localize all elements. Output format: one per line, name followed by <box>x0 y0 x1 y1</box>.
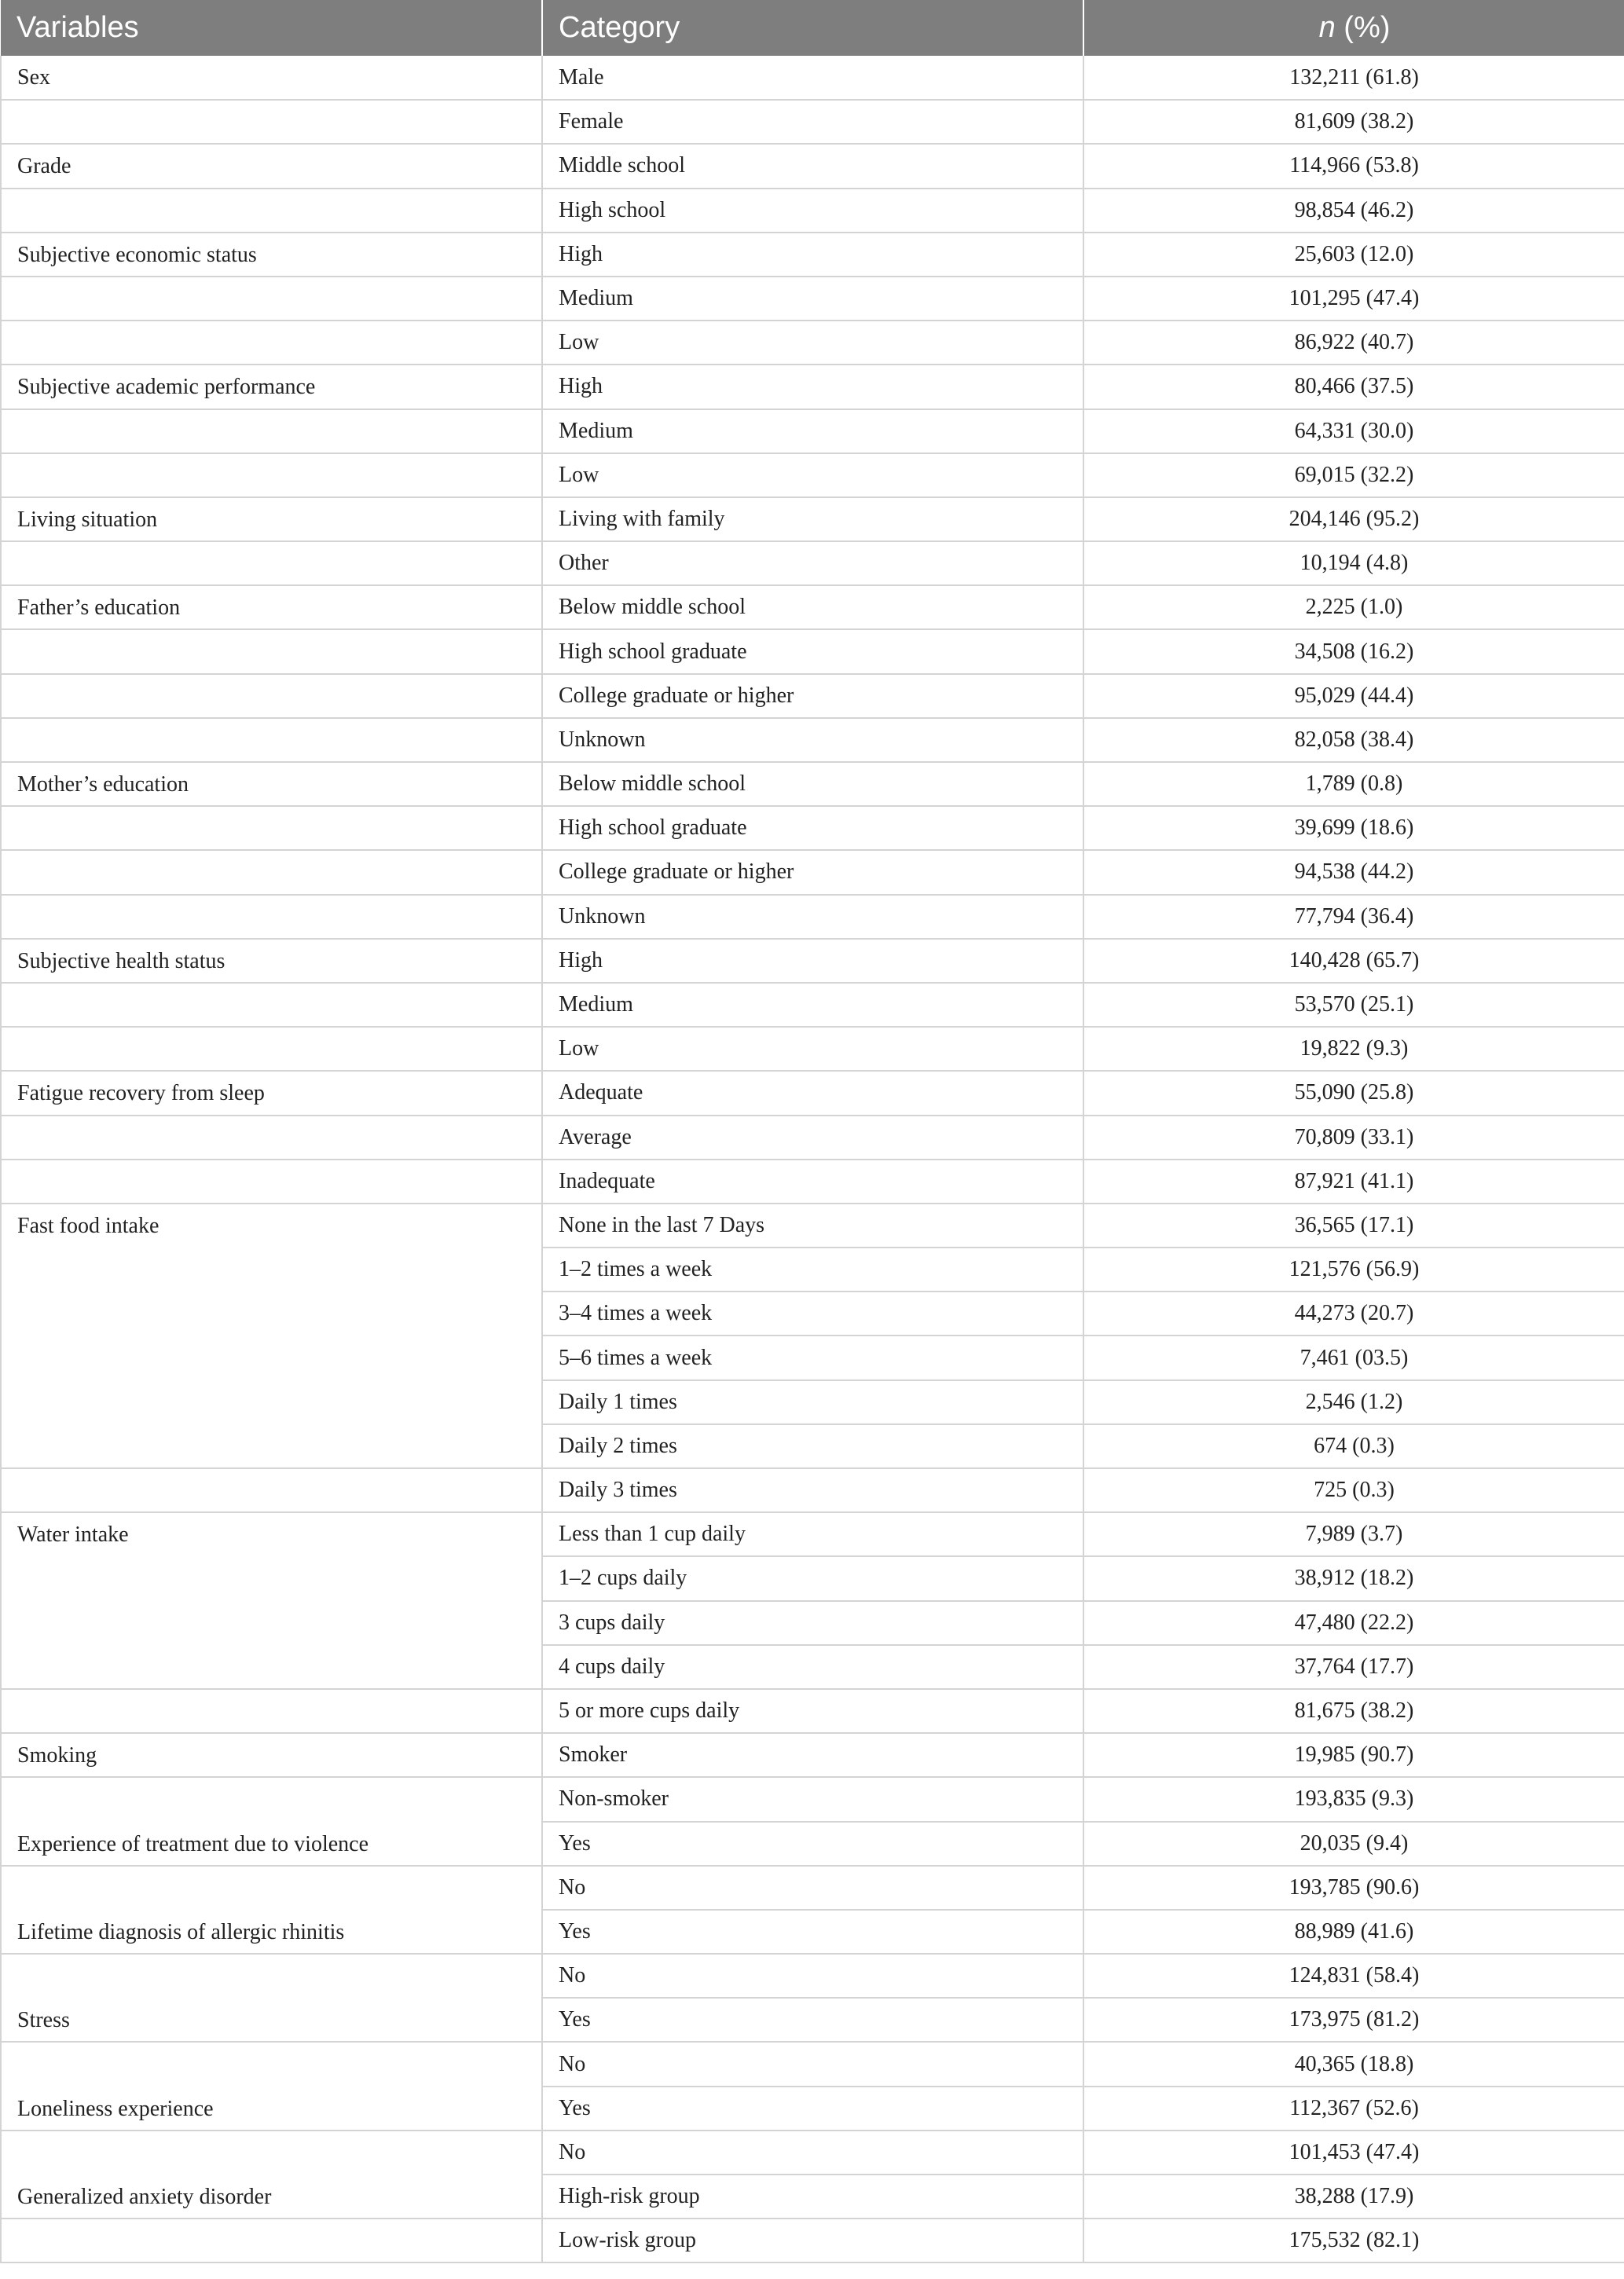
category-cell: Medium <box>542 277 1083 321</box>
n-percent-cell: 81,609 (38.2) <box>1083 100 1624 144</box>
table-row <box>1 497 1624 541</box>
table-row <box>1 939 1624 983</box>
n-percent-cell: 124,831 (58.4) <box>1083 1954 1624 1998</box>
category-cell: Living with family <box>542 497 1083 541</box>
category-cell: High school <box>542 189 1083 233</box>
category-cell: Yes <box>542 1822 1083 1866</box>
variable-cell: Subjective health status <box>1 939 542 983</box>
table-row <box>1 674 1624 718</box>
category-cell: Inadequate <box>542 1160 1083 1204</box>
table-row <box>1 1556 1624 1600</box>
category-cell: 4 cups daily <box>542 1645 1083 1689</box>
table-row <box>1 541 1624 585</box>
category-cell: High <box>542 365 1083 409</box>
n-percent-cell: 88,989 (41.6) <box>1083 1910 1624 1954</box>
category-cell: 5 or more cups daily <box>542 1689 1083 1733</box>
category-cell: Daily 1 times <box>542 1380 1083 1424</box>
n-percent-cell: 2,546 (1.2) <box>1083 1380 1624 1424</box>
n-percent-cell: 101,453 (47.4) <box>1083 2131 1624 2175</box>
variable-cell-empty <box>1 1248 542 1292</box>
variable-cell: Generalized anxiety disorder <box>1 2175 542 2219</box>
variable-cell-empty <box>1 806 542 850</box>
n-percent-cell: 725 (0.3) <box>1083 1468 1624 1512</box>
category-cell: Daily 2 times <box>542 1424 1083 1468</box>
variable-cell: Loneliness experience <box>1 2087 542 2131</box>
n-percent-cell: 101,295 (47.4) <box>1083 277 1624 321</box>
table-row <box>1 144 1624 188</box>
variable-cell-empty <box>1 1336 542 1379</box>
variable-cell: Mother’s education <box>1 762 542 806</box>
n-percent-cell: 77,794 (36.4) <box>1083 895 1624 939</box>
table-row <box>1 1160 1624 1204</box>
variable-cell: Smoking <box>1 1733 542 1777</box>
category-cell: No <box>542 1866 1083 1910</box>
n-percent-cell: 98,854 (46.2) <box>1083 189 1624 233</box>
category-cell: High-risk group <box>542 2175 1083 2219</box>
category-cell: Adequate <box>542 1071 1083 1115</box>
n-percent-cell: 193,835 (9.3) <box>1083 1777 1624 1821</box>
variable-cell: Experience of treatment due to violence <box>1 1822 542 1866</box>
variable-cell-empty <box>1 2042 542 2086</box>
variable-cell-empty <box>1 850 542 894</box>
table-row <box>1 189 1624 233</box>
variable-cell-empty <box>1 453 542 497</box>
table-row <box>1 1204 1624 1248</box>
category-cell: No <box>542 1954 1083 1998</box>
variable-cell: Stress <box>1 1998 542 2042</box>
header-n-symbol: n <box>1318 11 1336 44</box>
category-cell: 3 cups daily <box>542 1601 1083 1645</box>
category-cell: 1–2 times a week <box>542 1248 1083 1292</box>
n-percent-cell: 1,789 (0.8) <box>1083 762 1624 806</box>
table-row <box>1 1512 1624 1556</box>
variable-cell: Fatigue recovery from sleep <box>1 1071 542 1115</box>
table-row <box>1 1292 1624 1336</box>
table-row <box>1 1071 1624 1115</box>
n-percent-cell: 64,331 (30.0) <box>1083 409 1624 453</box>
variable-cell-empty <box>1 895 542 939</box>
table-row <box>1 718 1624 762</box>
variable-cell-empty <box>1 2219 542 2263</box>
category-cell: Below middle school <box>542 762 1083 806</box>
variable-cell-empty <box>1 100 542 144</box>
n-percent-cell: 204,146 (95.2) <box>1083 497 1624 541</box>
n-percent-cell: 81,675 (38.2) <box>1083 1689 1624 1733</box>
category-cell: Yes <box>542 1998 1083 2042</box>
table-row <box>1 1998 1624 2042</box>
variable-cell-empty <box>1 189 542 233</box>
n-percent-cell: 36,565 (17.1) <box>1083 1204 1624 1248</box>
n-percent-cell: 82,058 (38.4) <box>1083 718 1624 762</box>
table-row <box>1 2219 1624 2263</box>
variable-cell-empty <box>1 1116 542 1160</box>
header-category: Category <box>542 0 1083 56</box>
variable-cell-empty <box>1 1866 542 1910</box>
variable-cell: Living situation <box>1 497 542 541</box>
table-row <box>1 850 1624 894</box>
variable-cell-empty <box>1 1160 542 1204</box>
variable-cell-empty <box>1 1556 542 1600</box>
table-row <box>1 1954 1624 1998</box>
header-variables: Variables <box>1 0 542 56</box>
category-cell: Non-smoker <box>542 1777 1083 1821</box>
table-row <box>1 1027 1624 1071</box>
table-row <box>1 2175 1624 2219</box>
table-row <box>1 1380 1624 1424</box>
category-cell: Unknown <box>542 718 1083 762</box>
category-cell: Smoker <box>542 1733 1083 1777</box>
table-row <box>1 365 1624 409</box>
variable-cell: Father’s education <box>1 585 542 629</box>
category-cell: Daily 3 times <box>542 1468 1083 1512</box>
category-cell: Below middle school <box>542 585 1083 629</box>
table-row <box>1 1910 1624 1954</box>
category-cell: Medium <box>542 983 1083 1027</box>
n-percent-cell: 70,809 (33.1) <box>1083 1116 1624 1160</box>
variable-cell: Water intake <box>1 1512 542 1556</box>
category-cell: 3–4 times a week <box>542 1292 1083 1336</box>
n-percent-cell: 132,211 (61.8) <box>1083 56 1624 100</box>
table-row <box>1 1336 1624 1379</box>
category-cell: Yes <box>542 2087 1083 2131</box>
category-cell: No <box>542 2042 1083 2086</box>
variable-cell-empty <box>1 409 542 453</box>
category-cell: College graduate or higher <box>542 850 1083 894</box>
category-cell: Male <box>542 56 1083 100</box>
variable-cell-empty <box>1 1689 542 1733</box>
table-row <box>1 1468 1624 1512</box>
category-cell: Medium <box>542 409 1083 453</box>
table-row <box>1 983 1624 1027</box>
category-cell: Low-risk group <box>542 2219 1083 2263</box>
n-percent-cell: 175,532 (82.1) <box>1083 2219 1624 2263</box>
category-cell: Low <box>542 1027 1083 1071</box>
category-cell: High <box>542 233 1083 277</box>
variable-cell: Subjective academic performance <box>1 365 542 409</box>
category-cell: High school graduate <box>542 629 1083 673</box>
n-percent-cell: 69,015 (32.2) <box>1083 453 1624 497</box>
variable-cell-empty <box>1 277 542 321</box>
category-cell: 5–6 times a week <box>542 1336 1083 1379</box>
table-row <box>1 895 1624 939</box>
table-row <box>1 233 1624 277</box>
variable-cell-empty <box>1 1292 542 1336</box>
n-percent-cell: 112,367 (52.6) <box>1083 2087 1624 2131</box>
category-cell: Yes <box>542 1910 1083 1954</box>
n-percent-cell: 25,603 (12.0) <box>1083 233 1624 277</box>
table-row <box>1 409 1624 453</box>
n-percent-cell: 2,225 (1.0) <box>1083 585 1624 629</box>
variable-cell-empty <box>1 1645 542 1689</box>
category-cell: Middle school <box>542 144 1083 188</box>
table-row <box>1 1116 1624 1160</box>
n-percent-cell: 38,912 (18.2) <box>1083 1556 1624 1600</box>
table-row <box>1 1689 1624 1733</box>
table-row <box>1 806 1624 850</box>
table-row <box>1 762 1624 806</box>
table-row <box>1 1645 1624 1689</box>
variable-cell: Subjective economic status <box>1 233 542 277</box>
variable-cell-empty <box>1 2131 542 2175</box>
category-cell: Less than 1 cup daily <box>542 1512 1083 1556</box>
table-row <box>1 277 1624 321</box>
n-percent-cell: 34,508 (16.2) <box>1083 629 1624 673</box>
n-percent-cell: 95,029 (44.4) <box>1083 674 1624 718</box>
category-cell: High <box>542 939 1083 983</box>
table-row <box>1 585 1624 629</box>
category-cell: Average <box>542 1116 1083 1160</box>
n-percent-cell: 674 (0.3) <box>1083 1424 1624 1468</box>
category-cell: Female <box>542 100 1083 144</box>
table-row <box>1 1248 1624 1292</box>
variable-cell-empty <box>1 541 542 585</box>
table-row <box>1 1822 1624 1866</box>
variable-cell-empty <box>1 321 542 365</box>
table-row <box>1 1733 1624 1777</box>
variable-cell: Lifetime diagnosis of allergic rhinitis <box>1 1910 542 1954</box>
variable-cell-empty <box>1 674 542 718</box>
n-percent-cell: 121,576 (56.9) <box>1083 1248 1624 1292</box>
n-percent-cell: 7,461 (03.5) <box>1083 1336 1624 1379</box>
category-cell: None in the last 7 Days <box>542 1204 1083 1248</box>
variable-cell-empty <box>1 1424 542 1468</box>
n-percent-cell: 86,922 (40.7) <box>1083 321 1624 365</box>
n-percent-cell: 44,273 (20.7) <box>1083 1292 1624 1336</box>
header-n-percent <box>1083 0 1624 56</box>
variable-cell-empty <box>1 1380 542 1424</box>
variable-cell-empty <box>1 629 542 673</box>
category-cell: Low <box>542 453 1083 497</box>
n-percent-cell: 80,466 (37.5) <box>1083 365 1624 409</box>
n-percent-cell: 7,989 (3.7) <box>1083 1512 1624 1556</box>
variable-cell-empty <box>1 1601 542 1645</box>
variable-cell: Fast food intake <box>1 1204 542 1248</box>
header-row <box>1 0 1624 56</box>
n-percent-cell: 10,194 (4.8) <box>1083 541 1624 585</box>
table-row <box>1 1424 1624 1468</box>
variable-cell-empty <box>1 718 542 762</box>
table-row <box>1 2042 1624 2086</box>
category-cell: 1–2 cups daily <box>542 1556 1083 1600</box>
n-percent-cell: 114,966 (53.8) <box>1083 144 1624 188</box>
n-percent-cell: 19,985 (90.7) <box>1083 1733 1624 1777</box>
table-row <box>1 321 1624 365</box>
n-percent-cell: 19,822 (9.3) <box>1083 1027 1624 1071</box>
n-percent-cell: 87,921 (41.1) <box>1083 1160 1624 1204</box>
n-percent-cell: 193,785 (90.6) <box>1083 1866 1624 1910</box>
category-cell: Other <box>542 541 1083 585</box>
variable-cell-empty <box>1 1027 542 1071</box>
table-row <box>1 2131 1624 2175</box>
table-body <box>1 56 1624 2263</box>
variable-cell-empty <box>1 1468 542 1512</box>
table-row <box>1 453 1624 497</box>
variable-cell: Grade <box>1 144 542 188</box>
table-row <box>1 100 1624 144</box>
table-row <box>1 629 1624 673</box>
table-row <box>1 56 1624 100</box>
n-percent-cell: 20,035 (9.4) <box>1083 1822 1624 1866</box>
table-row <box>1 1601 1624 1645</box>
n-percent-cell: 173,975 (81.2) <box>1083 1998 1624 2042</box>
n-percent-cell: 39,699 (18.6) <box>1083 806 1624 850</box>
variable-cell-empty <box>1 1954 542 1998</box>
category-cell: High school graduate <box>542 806 1083 850</box>
n-percent-cell: 53,570 (25.1) <box>1083 983 1624 1027</box>
variable-cell: Sex <box>1 56 542 100</box>
category-cell: College graduate or higher <box>542 674 1083 718</box>
n-percent-cell: 37,764 (17.7) <box>1083 1645 1624 1689</box>
category-cell: No <box>542 2131 1083 2175</box>
header-percent: (%) <box>1335 11 1391 44</box>
table-row <box>1 1777 1624 1821</box>
variable-cell-empty <box>1 1777 542 1821</box>
category-cell: Unknown <box>542 895 1083 939</box>
n-percent-cell: 38,288 (17.9) <box>1083 2175 1624 2219</box>
table-row <box>1 1866 1624 1910</box>
variable-cell-empty <box>1 983 542 1027</box>
table-row <box>1 2087 1624 2131</box>
n-percent-cell: 55,090 (25.8) <box>1083 1071 1624 1115</box>
n-percent-cell: 94,538 (44.2) <box>1083 850 1624 894</box>
n-percent-cell: 40,365 (18.8) <box>1083 2042 1624 2086</box>
n-percent-cell: 140,428 (65.7) <box>1083 939 1624 983</box>
category-cell: Low <box>542 321 1083 365</box>
n-percent-cell: 47,480 (22.2) <box>1083 1601 1624 1645</box>
